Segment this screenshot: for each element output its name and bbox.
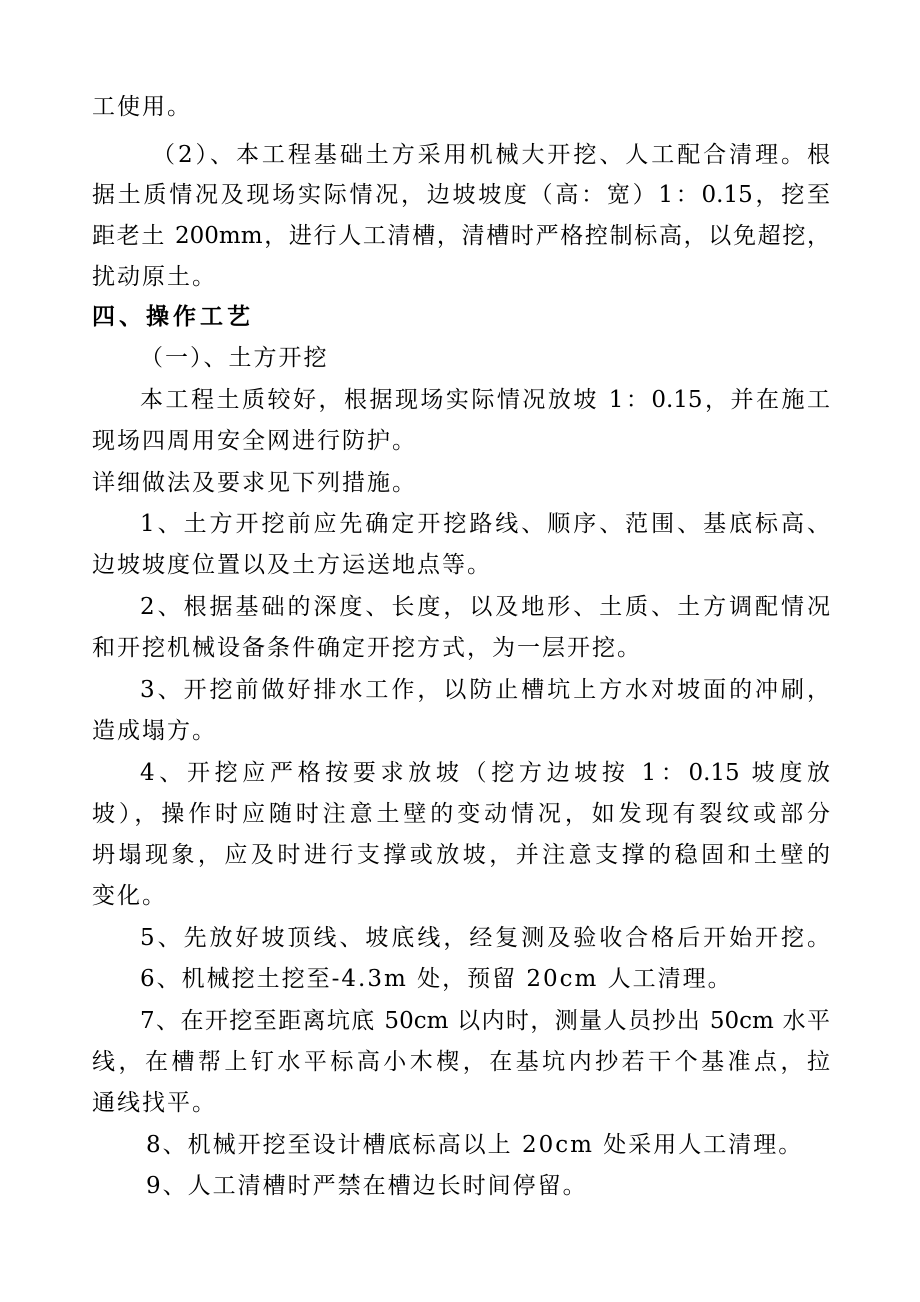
list-item-line: 线，在槽帮上钉水平标高小木楔，在基坑内抄若干个基准点，拉 [92, 1049, 830, 1075]
list-item-line: 5、先放好坡顶线、坡底线，经复测及验收合格后开始开挖。 [140, 925, 830, 951]
list-item-line: 8、机械开挖至设计槽底标高以上 20cm 处采用人工清理。 [146, 1132, 804, 1158]
text-line: 详细做法及要求见下列措施。 [92, 470, 417, 496]
subsection-heading: （一）、土方开挖 [140, 345, 329, 371]
text-line: 距老土 200mm，进行人工清槽，清槽时严格控制标高，以免超挖， [92, 223, 830, 249]
list-item-line: 和开挖机械设备条件确定开挖方式，为一层开挖。 [92, 635, 642, 661]
text-line: 现场四周用安全网进行防护。 [92, 428, 417, 454]
list-item-line: 造成塌方。 [92, 718, 217, 744]
list-item-line: 2、根据基础的深度、长度，以及地形、土质、土方调配情况 [140, 594, 830, 620]
list-item-line: 通线找平。 [92, 1090, 217, 1116]
list-item-line: 7、在开挖至距离坑底 50cm 以内时，测量人员抄出 50cm 水平 [140, 1008, 830, 1034]
list-item-line: 9、人工清槽时严禁在槽边长时间停留。 [146, 1173, 588, 1199]
text-line: （2）、本工程基础土方采用机械大开挖、人工配合清理。根 [152, 142, 830, 168]
section-heading: 四、操作工艺 [92, 303, 254, 330]
text-line: 本工程土质较好，根据现场实际情况放坡 1：0.15，并在施工 [140, 387, 830, 413]
list-item-line: 4、开挖应严格按要求放坡（挖方边坡按 1：0.15 坡度放 [140, 760, 830, 786]
list-item-line: 1、土方开挖前应先确定开挖路线、顺序、范围、基底标高、 [140, 511, 830, 537]
text-line: 据土质情况及现场实际情况，边坡坡度（高：宽）1：0.15，挖至 [92, 182, 830, 208]
list-item-line: 边坡坡度位置以及土方运送地点等。 [92, 552, 492, 578]
text-line: 扰动原土。 [92, 264, 217, 290]
list-item-line: 坡），操作时应随时注意土壁的变动情况，如发现有裂纹或部分 [92, 801, 830, 827]
list-item-line: 坍塌现象，应及时进行支撑或放坡，并注意支撑的稳固和土壁的 [92, 842, 830, 868]
list-item-line: 6、机械挖土挖至-4.3m 处，预留 20cm 人工清理。 [140, 966, 733, 992]
list-item-line: 3、开挖前做好排水工作，以防止槽坑上方水对坡面的冲刷， [140, 677, 830, 703]
text-line: 工使用。 [92, 94, 192, 120]
list-item-line: 变化。 [92, 883, 167, 909]
